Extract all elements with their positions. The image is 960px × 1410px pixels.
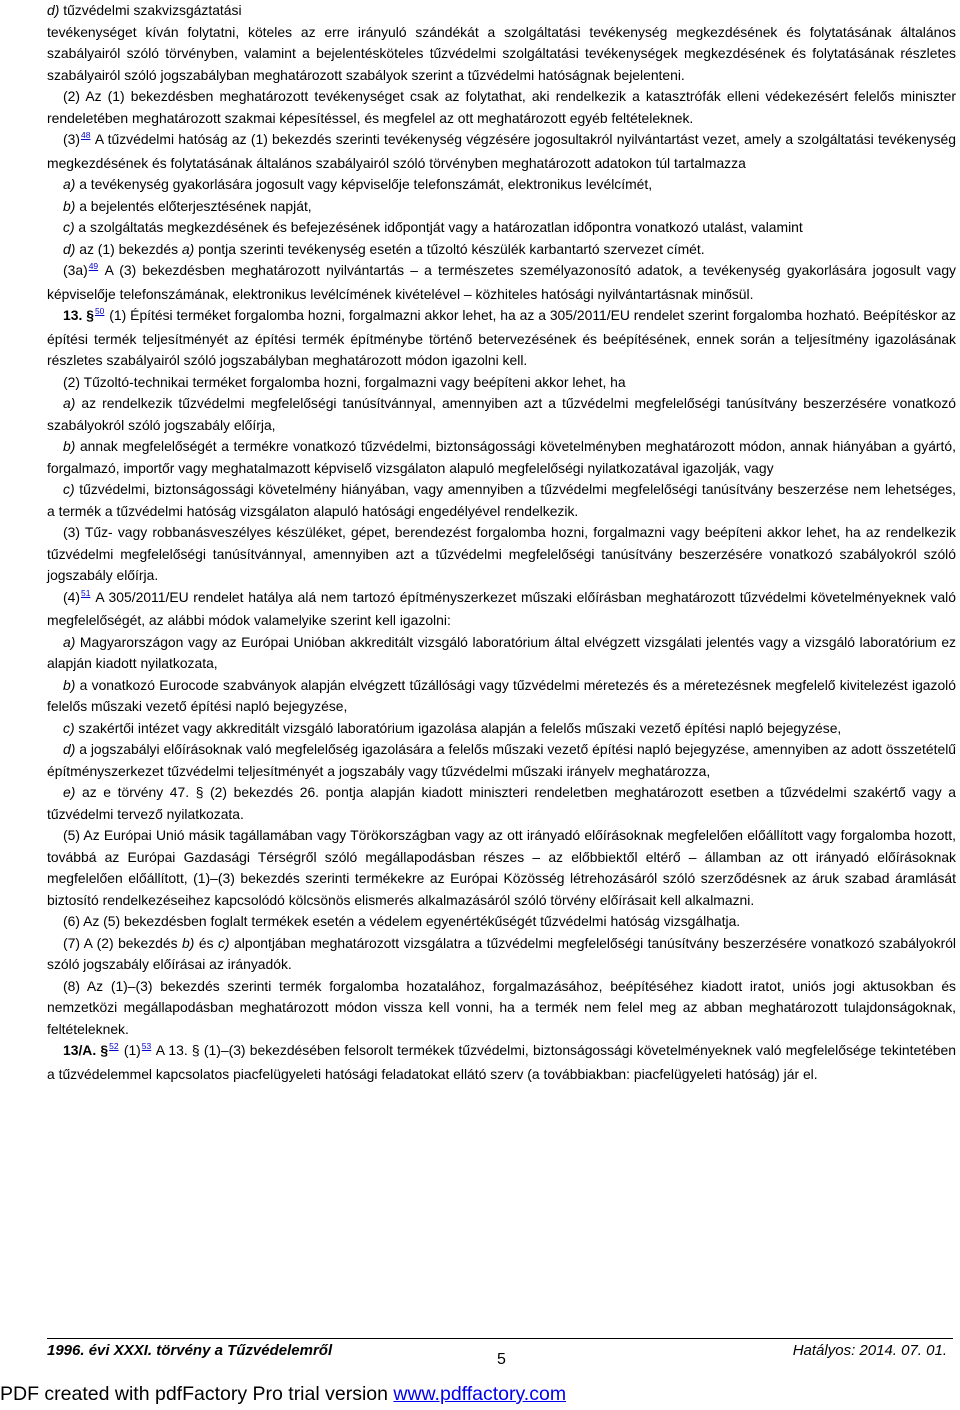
footnote-reference[interactable]: 53 xyxy=(141,1041,152,1051)
paragraph: b) annak megfelelőségét a termékre vonatkozó tűzvédelmi, biztonságossági követelményben meghatározott módon, annak hiányában a gyártó, forgalmazó, importőr vagy meghatalmazott képviselő vizsgálaton alapuló megfelelőségi nyilatkozatával igazolják, vagy xyxy=(47,438,956,476)
pdffactory-link[interactable]: www.pdffactory.com xyxy=(393,1383,567,1405)
paragraph: b) a bejelentés előterjesztésének napját, xyxy=(63,197,312,214)
footnote-reference[interactable]: 52 xyxy=(109,1041,119,1051)
paragraph: 13. §$^{50}$ (1) Építési terméket forgalomba hozni, forgalmazni akkor lehet, ha az a 305/2011/EU rendelet szerint forgalomba hozható. Beépítéskor az építési termék teljesítményét az építési termék építménybe történő betervezésének és beépítésének, ennek során a teljesítmény igazolásának részletes szabályairól szóló jogszabályban meghatározott módon igazolni kell. xyxy=(47,306,956,368)
paragraph: a) Magyarországon vagy az Európai Unióban akkreditált vizsgáló laboratórium által elvégzett vizsgálati jelentés vagy a vizsgáló laboratórium ez alapján kiadott nyilatkozata, xyxy=(47,633,956,671)
paragraph: d) a jogszabályi előírásoknak való megfelelőség igazolására a felelős műszaki vezető építési napló bejegyzése, amennyiben az adott összetételű építményszerkezet tűzvédelmi teljesítményét a jogszabály vagy tűzvédelmi műszaki irányelv meghatározza, xyxy=(47,741,956,779)
paragraph: $(4)^{51}$ A 305/2011/EU rendelet hatálya alá nem tartozó építményszerkezet műszaki előírásban meghatározott tűzvédelmi követelményeknek való megfelelőségét, az alábbi módok valamelyike szerint kell igazolni: xyxy=(47,587,956,628)
paragraph: a) az rendelkezik tűzvédelmi megfelelőségi tanúsítvánnyal, amennyiben azt a tűzvédelmi megfelelőségi tanúsítvány beszerzésére vonatkozó szabályokról szóló jogszabály előírja, xyxy=(47,395,956,433)
paragraph: d) az (1) bekezdés a) pontja szerinti tevékenység esetén a tűzoltó készülék karbantartó szervezet címét. xyxy=(63,240,705,257)
paragraph: (8) Az (1)–(3) bekezdés szerinti termék forgalomba hozatalához, forgalmazásához, beépítéséhez kiadott iratot, uniós jogi aktusokban és nemzetközi megállapodásban meghatározott módon vissza kell vonni, ha a termék nem felel meg az abban meghatározott tulajdonságoknak, feltételeknek. xyxy=(47,977,956,1037)
paragraph: c) tűzvédelmi, biztonságossági követelmény hiányában, vagy amennyiben a tűzvédelmi megfelelőségi tanúsítvány beszerzése nem lehetséges, a termék a tűzvédelmi hatóság vizsgálaton alapuló hatósági engedélyével rendelkezik. xyxy=(47,481,956,519)
footnote-reference[interactable]: 49 xyxy=(88,261,99,271)
paragraph: (2) Az (1) bekezdésben meghatározott tevékenységet csak az folytathat, aki rendelkezik a katasztrófák elleni védekezésért felelős miniszter rendeletében meghatározott szakmai képesítéssel, és megfelel az ott meghatározott egyéb feltételeknek. xyxy=(47,88,956,126)
paragraph: b) a vonatkozó Eurocode szabványok alapján elvégzett tűzállósági vagy tűzvédelmi méretezés és a méretezésnek megfelelő kivitelezést igazoló felelős műszaki vezető építési napló bejegyzése, xyxy=(47,676,956,714)
footnote-reference[interactable]: 51 xyxy=(80,587,91,598)
pdf-creator-banner xyxy=(0,1383,566,1406)
footer-divider xyxy=(47,1338,953,1339)
page-footer xyxy=(47,1342,947,1368)
paragraph: c) szakértői intézet vagy akkreditált vizsgáló laboratórium igazolása alapján a felelős műszaki vezető építési napló bejegyzése, xyxy=(63,719,842,736)
paragraph: (3) Tűz- vagy robbanásveszélyes készüléket, gépet, berendezést forgalomba hozni, forgalmazni vagy beépíteni akkor lehet, ha az rendelkezik tűzvédelmi megfelelőségi tanúsítvánnyal, amennyiben azt a tűzvédelmi megfelelőségi tanúsítvány beszerzésére vonatkozó szabályokról szóló jogszabály előírja. xyxy=(47,524,956,583)
paragraph: $(3)^{48}$ A tűzvédelmi hatóság az (1) bekezdés szerinti tevékenység végzésére jogosultakról nyilvántartást vezet, amely a szolgáltatási tevékenység megkezdésének és folytatásának általános szabályairól szóló törvényben meghatározott adatokon túl tartalmazza xyxy=(47,130,956,171)
page-number: 5 xyxy=(497,1351,506,1368)
footnote-reference[interactable]: 50 xyxy=(94,306,105,316)
banner-text: PDF created with pdfFactory Pro trial version xyxy=(0,1383,394,1405)
paragraph: a) a tevékenység gyakorlására jogosult vagy képviselője telefonszámát, elektronikus levélcímét, xyxy=(63,176,653,192)
paragraph: e) az e törvény 47. § (2) bekezdés 26. pontja alapján kiadott miniszteri rendeletben meghatározott esetben a tűzvédelmi szakértő vagy a tűzvédelmi tervező nyilatkozata. xyxy=(47,784,956,822)
paragraph: (2) Tűzoltó-technikai terméket forgalomba hozni, forgalmazni vagy beépíteni akkor lehet, ha xyxy=(63,373,626,390)
paragraph: tevékenységet kíván folytatni, köteles az erre irányuló szándékát a szolgáltatási tevékenység megkezdésének és folytatásának általános szabályairól szóló törvényben, valamint a bejelentésköteles tűzvédelmi szolgáltatási tevékenységek megkezdésének és folytatásának részletes szabályairól szóló jogszabályban meghatározott szabályok szerint a tűzvédelmi hatóságnak bejelenteni. xyxy=(47,23,956,83)
paragraph: $(3a)^{49}$ A (3) bekezdésben meghatározott nyilvántartás – a természetes személyazonosító adatok, a tevékenység gyakorlására jogosult vagy képviselője telefonszámának, elektronikus levélcímének kivételével – közhiteles hatósági nyilvántartásnak minősül. xyxy=(47,261,956,302)
document-body xyxy=(47,0,956,1085)
paragraph: d) tűzvédelmi szakvizsgáztatási xyxy=(47,2,242,18)
paragraph: (5) Az Európai Unió másik tagállamában vagy Törökországban vagy az ott irányadó előírásoknak megfelelően előállított vagy forgalomba hozott, továbbá az Európai Gazdasági Térségről szóló megállapodásban részes – az előbbiektől eltérő – államban az ott irányadó előírásoknak megfelelően előállított, (1)–(3) bekezdés szerinti termékekre az Európai Közösség létrehozásáról szóló szerződésnek az áruk szabad áramlását biztosító rendelkezéseihez kapcsolódó kölcsönös elismerés alkalmazásáról szóló törvény előírásait kell alkalmazni. xyxy=(47,827,956,908)
footnote-reference[interactable]: 48 xyxy=(80,130,91,140)
paragraph: (7) A (2) bekezdés b) és c) alpontjában meghatározott vizsgálatra a tűzvédelmi megfelelőségi tanúsítvány beszerzésére vonatkozó szabályokról szóló jogszabály előírásai az irányadók. xyxy=(47,934,957,972)
paragraph: c) a szolgáltatás megkezdésének és befejezésének időpontját vagy a határozatlan időpontra vonatkozó utalást, valamint xyxy=(63,219,803,235)
paragraph: 13/A. §$^{52}$ $(1)^{53}$ A 13. § (1)–(3) bekezdésében felsorolt termékek tűzvédelmi, biztonságossági követelményeknek való megfelelősége tekintetében a tűzvédelemmel kapcsolatos piacfelügyeleti hatósági feladatokat ellátó szerv (a továbbiakban: piacfelügyeleti hatóság) jár el. xyxy=(47,1041,956,1082)
footer-effective-date: Hatályos: 2014. 07. 01. xyxy=(792,1342,947,1359)
footer-law-title: 1996. évi XXXI. törvény a Tűzvédelemről xyxy=(47,1342,333,1359)
paragraph: (6) Az (5) bekezdésben foglalt termékek esetén a védelem egyenértékűségét tűzvédelmi hatóság vizsgálhatja. xyxy=(63,913,741,929)
